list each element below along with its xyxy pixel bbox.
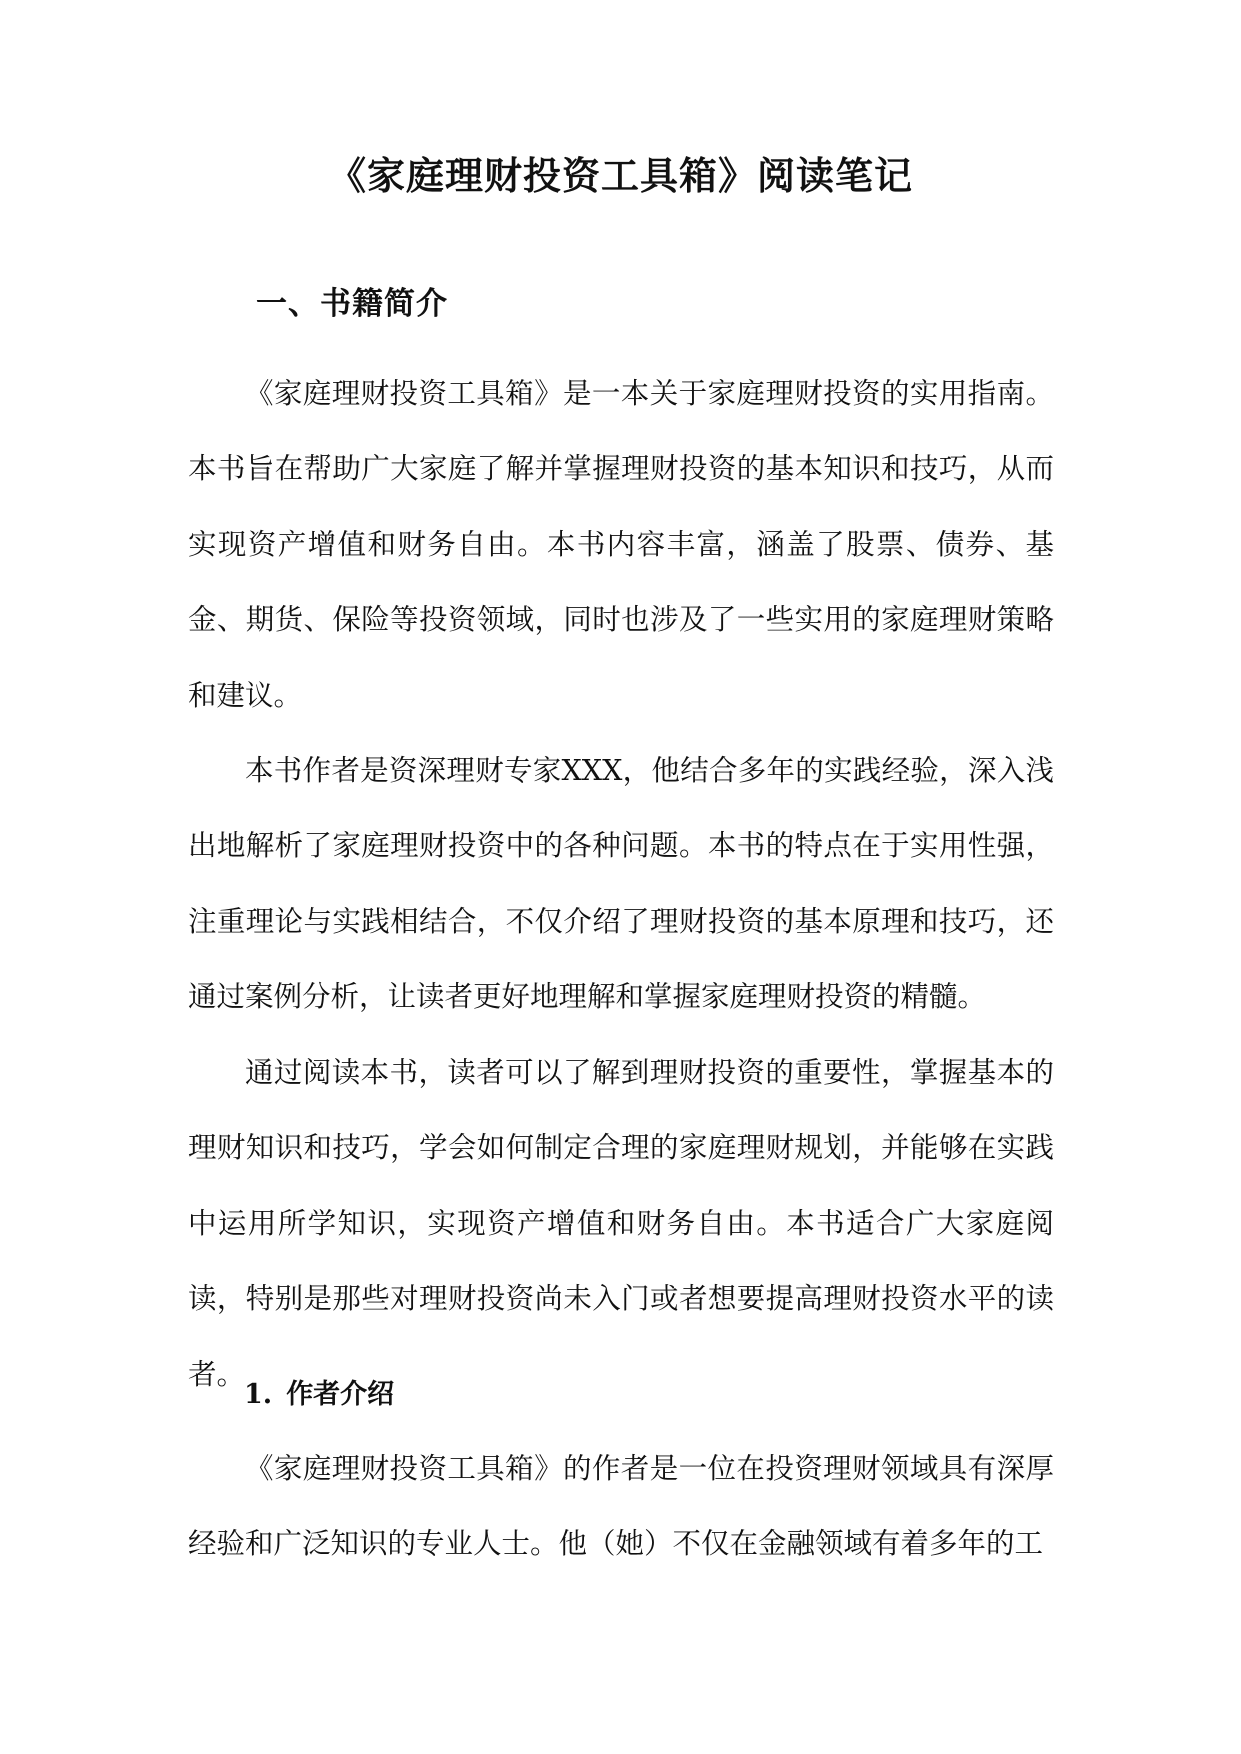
subsection-title: 作者介绍 bbox=[286, 1379, 395, 1410]
paragraph-reading-benefits: 通过阅读本书，读者可以了解到理财投资的重要性，掌握基本的理财知识和技巧，学会如何制定合理的家庭理财规划，并能够在实践中运用所学知识，实现资产增值和财务自由。本书适合广大家庭阅读，特别是那些对理财投资尚未入门或者想要提高理财投资水平的读者。 bbox=[188, 1056, 1054, 1391]
section-heading-book-intro: 一、书籍简介 bbox=[256, 286, 448, 322]
paragraph-author-intro: 《家庭理财投资工具箱》的作者是一位在投资理财领域具有深厚经验和广泛知识的专业人士。他（她）不仅在金融领域有着多年的工 bbox=[188, 1452, 1054, 1561]
subsection-number: 1. bbox=[244, 1379, 273, 1410]
paragraph-author-summary: 本书作者是资深理财专家XXX，他结合多年的实践经验，深入浅出地解析了家庭理财投资中的各种问题。本书的特点在于实用性强，注重理论与实践相结合，不仅介绍了理财投资的基本原理和技巧，还通过案例分析，让读者更好地理解和掌握家庭理财投资的精髓。 bbox=[188, 754, 1054, 1014]
document-title: 《家庭理财投资工具箱》阅读笔记 bbox=[327, 153, 913, 198]
paragraph-book-overview: 《家庭理财投资工具箱》是一本关于家庭理财投资的实用指南。本书旨在帮助广大家庭了解并掌握理财投资的基本知识和技巧，从而实现资产增值和财务自由。本书内容丰富，涵盖了股票、债券、基金、期货、保险等投资领域，同时也涉及了一些实用的家庭理财策略和建议。 bbox=[188, 377, 1054, 712]
subsection-heading-author bbox=[244, 1375, 394, 1415]
